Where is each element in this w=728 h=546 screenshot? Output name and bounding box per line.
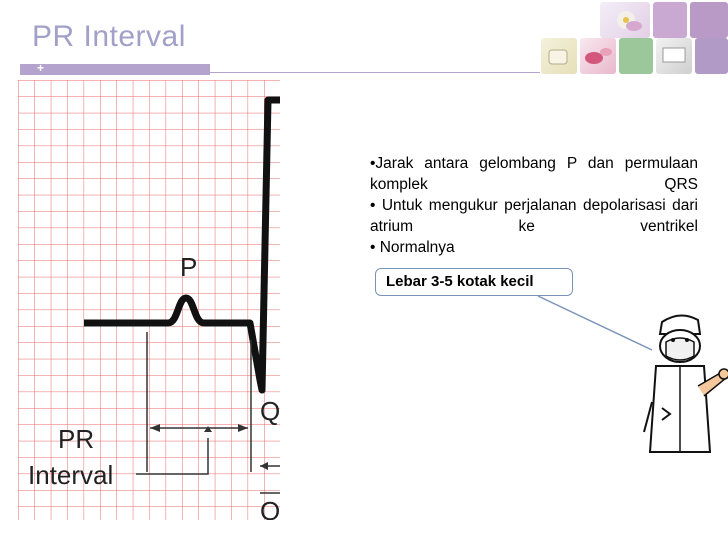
ecg-pr-interval-figure bbox=[18, 80, 280, 520]
p-wave-label: P bbox=[180, 252, 198, 282]
q-label: Q bbox=[260, 396, 280, 426]
photo-tile bbox=[619, 38, 653, 74]
pr-label-line1: PR bbox=[58, 424, 95, 454]
photo-tile bbox=[541, 38, 577, 74]
pr-label-line2: Interval bbox=[28, 460, 114, 490]
photo-tile bbox=[653, 2, 687, 38]
plus-icon: + bbox=[37, 61, 45, 75]
flower-photo-icon bbox=[600, 2, 650, 38]
bullet-3: • Normalnya bbox=[370, 239, 455, 256]
bullet-list bbox=[370, 153, 698, 258]
slide-title: PR Interval bbox=[32, 20, 186, 53]
callout-box: Lebar 3-5 kotak kecil bbox=[375, 268, 573, 296]
bullet-2: • Untuk mengukur perjalanan depolarisasi dari atrium ke ventrikel bbox=[370, 197, 698, 235]
ecg-grid bbox=[18, 80, 280, 520]
photo-tile bbox=[656, 38, 692, 74]
bullet-1: •Jarak antara gelombang P dan permulaan komplek QRS bbox=[370, 155, 698, 193]
photo-tile bbox=[690, 2, 728, 38]
title-rule bbox=[210, 72, 540, 73]
doctor-cartoon-icon bbox=[640, 312, 728, 462]
q-label-lower: O bbox=[260, 496, 280, 520]
photo-tile bbox=[695, 38, 728, 74]
photo-tile bbox=[580, 38, 616, 74]
title-accent-bar bbox=[20, 61, 210, 75]
